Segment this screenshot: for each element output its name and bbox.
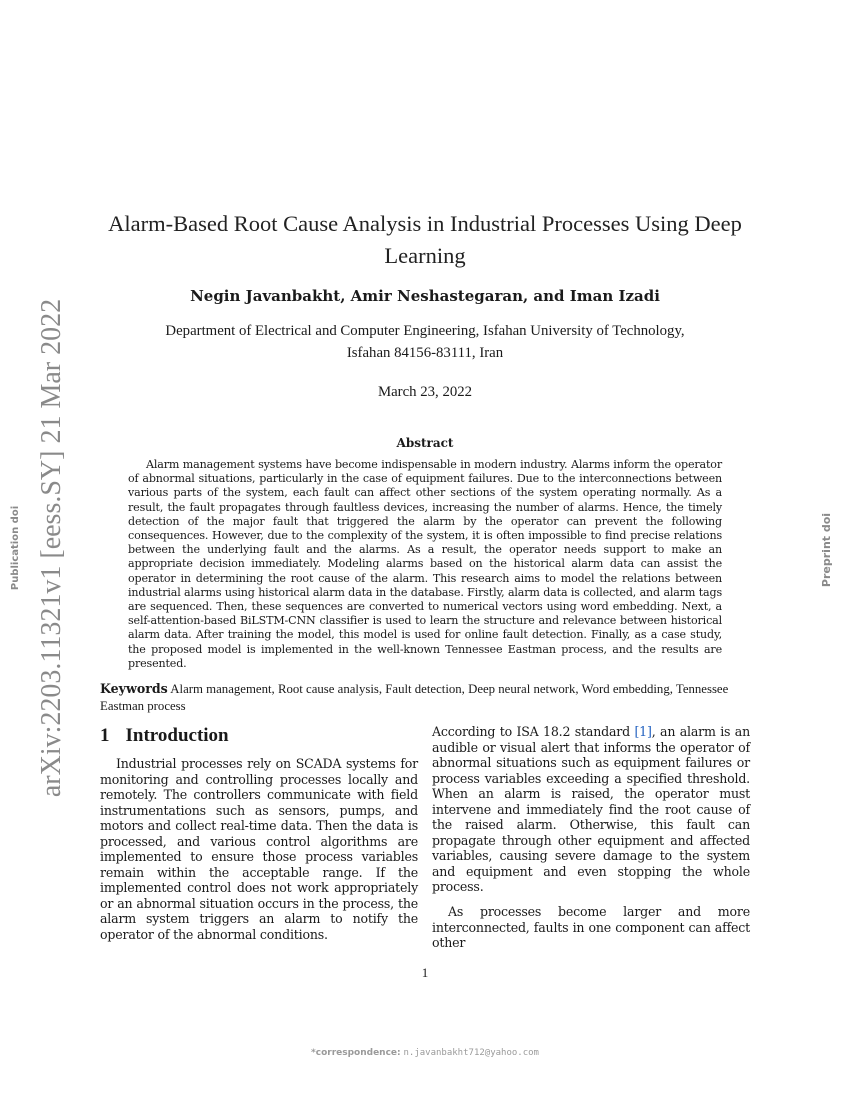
intro-paragraph: As processes become larger and more interconnected, faults in one component can affect other: [432, 904, 750, 951]
paper-date: March 23, 2022: [377, 384, 473, 400]
paper-authors: Negin Javanbakht, Amir Neshastegaran, and Iman Izadi: [190, 287, 660, 305]
publication-doi-label[interactable]: Publication doi: [10, 505, 21, 591]
paragraph-text: , an alarm is an audible or visual alert that informs the operator of abnormal situations such as equipment failures or process variables exceeding a specified threshold. When an alarm is raised, the operator must intervene and immediately find the root cause of the raised alarm. Otherwise, this fault can propagate through other equipment and affected variables, causing severe damage to the system and equipment and even stopping the whole process.: [432, 724, 750, 895]
abstract-text: Alarm management systems have become indispensable in modern industry. Alarms inform the operator of abnormal situations, particularly in the case of equipment failures. Due to the interconnections between various parts of the system, each fault can affect other sections of the system operating normally. As a result, the fault propagates through faultless devices, increasing the number of alarms. Hence, the timely detection of the major fault that triggered the alarm by the operator can prevent the following consequences. However, due to the complexity of the system, it is often impossible to find precise relations between the underlying fault and the alarms. As a result, the operator needs support to make an appropriate decision immediately. Modeling alarms based on the historical alarm data can assist the operator in determining the root cause of the alarm. This research aims to model the relations between industrial alarms using historical alarm data in the database. Firstly, alarm data is collected, and alarm tags are sequenced. Then, these sequences are converted to numerical vectors using word embedding. Next, a self-attention-based BiLSTM-CNN classifier is used to learn the structure and relevance between historical alarm data. After training the model, this model is used for online fault detection. Finally, as a case study, the proposed model is implemented in the well-known Tennessee Eastman process, and the results are presented.: [128, 458, 722, 670]
keywords: [100, 681, 752, 714]
preprint-doi-label[interactable]: Preprint doi: [820, 512, 833, 588]
paragraph-text: According to ISA 18.2 standard: [432, 724, 635, 739]
keywords-label: Keywords: [100, 681, 168, 696]
affiliation-line-2: Isfahan 84156-83111, Iran: [346, 345, 504, 361]
keywords-text: Alarm management, Root cause analysis, Fault detection, Deep neural network, Word embedding, Tennessee Eastman process: [100, 682, 729, 713]
paper-title: Alarm-Based Root Cause Analysis in Industrial Processes Using Deep Learning: [108, 211, 742, 268]
intro-right-column: [432, 724, 750, 951]
section-heading: [100, 725, 229, 747]
intro-left-column: Industrial processes rely on SCADA systems for monitoring and controlling processes locally and remotely. The controllers communicate with field instrumentations such as sensors, pumps, and motors and collect real-time data. Then the data is processed, and various control algorithms are implemented to ensure those process variables remain within the acceptable range. If the implemented control does not work appropriately or an abnormal situation occurs in the process, the alarm system triggers an alarm to notify the operator of the abnormal conditions.: [100, 756, 418, 943]
abstract-heading: Abstract: [396, 436, 454, 450]
section-number: 1: [100, 725, 110, 746]
page-number: 1: [421, 965, 429, 980]
correspondence-footer: [0, 1048, 850, 1058]
correspondence-email[interactable]: n.javanbakht712@yahoo.com: [403, 1048, 539, 1058]
citation-link[interactable]: [1]: [634, 724, 652, 739]
correspondence-label: *correspondence:: [311, 1048, 401, 1058]
affiliation-line-1: Department of Electrical and Computer Engineering, Isfahan University of Technology,: [165, 323, 685, 339]
section-title: Introduction: [125, 725, 229, 746]
paper-affiliation: [90, 320, 760, 364]
intro-paragraph: [432, 724, 750, 895]
